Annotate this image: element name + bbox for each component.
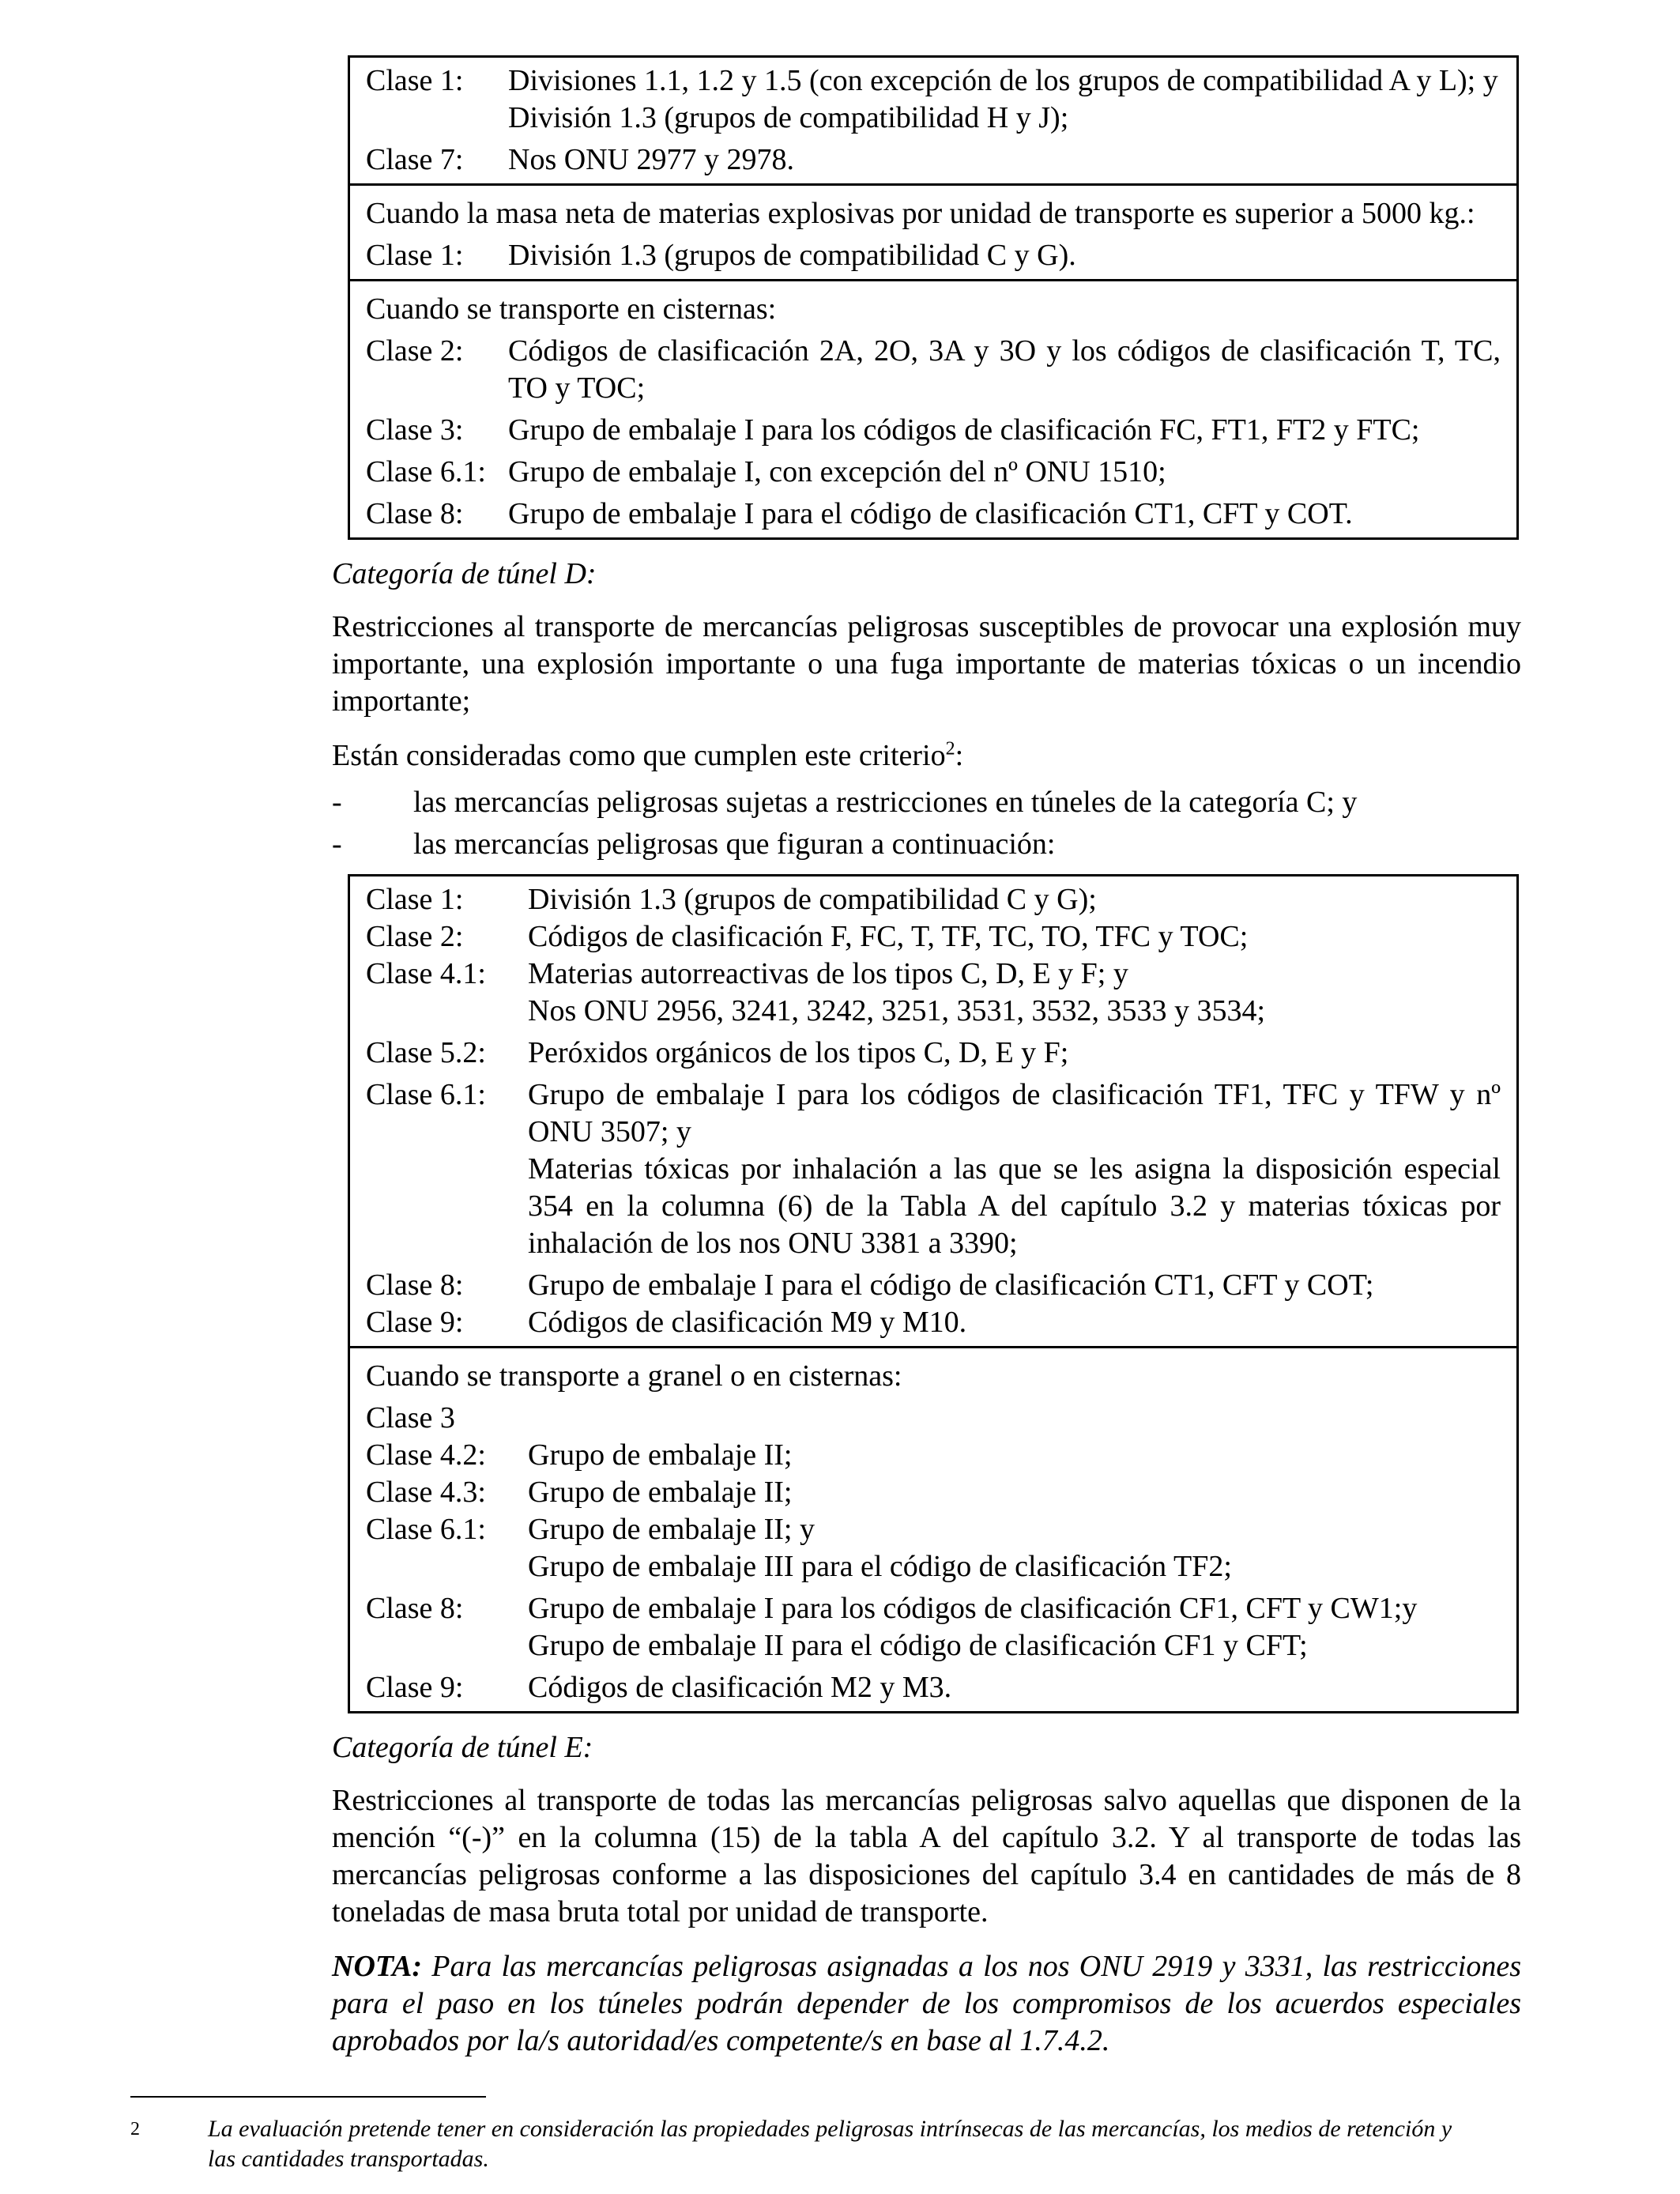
restrictions-table-category-d (348, 874, 1519, 1713)
class-label: Clase 4.2: (366, 1438, 486, 1472)
criterion-text: Están consideradas como que cumplen este criterio (332, 739, 946, 772)
class-text: Grupo de embalaje II para el código de clasificación CF1 y CFT; (528, 1629, 1308, 1662)
note-label: NOTA: (332, 1950, 422, 1983)
class-text: Grupo de embalaje II; (528, 1438, 793, 1472)
class-label: Clase 6.1: (366, 1513, 486, 1546)
table-section (350, 58, 1516, 183)
class-label (366, 100, 508, 137)
class-label: Clase 1: (366, 239, 464, 272)
table-row (366, 918, 1501, 956)
note-text: Para las mercancías peligrosas asignadas a los nos ONU 2919 y 3331, las restricciones para el paso en los túneles podrán depender de los compromisos de los acuerdos especiales aprobados por la/s autoridad/es competente/s en base al 1.7.4.2. (332, 1950, 1522, 2057)
class-label: Clase 4.1: (366, 957, 486, 990)
class-text: Códigos de clasificación F, FC, T, TF, TC, TO, TFC y TOC; (528, 920, 1249, 953)
footnote-number: 2 (130, 2119, 140, 2139)
class-label: Clase 4.3: (366, 1476, 486, 1509)
class-label: Clase 8: (366, 1269, 464, 1302)
table-row (366, 1474, 1501, 1511)
table-row (366, 881, 1501, 918)
class-label: Clase 9: (366, 1671, 464, 1704)
class-text: Divisiones 1.1, 1.2 y 1.5 (con excepción de los grupos de compatibilidad A y L); y (508, 64, 1498, 97)
footnote (130, 2114, 1474, 2174)
category-d-description: Restricciones al transporte de mercancías peligrosas susceptibles de provocar una explosión muy importante, una explosión importante o una fuga importante de materias tóxicas o un incendio importante; (332, 610, 1521, 718)
class-text: Grupo de embalaje III para el código de clasificación TF2; (528, 1550, 1232, 1583)
restrictions-table-category-c (348, 55, 1519, 540)
class-label: Clase 3: (366, 413, 464, 447)
page-content (332, 55, 1521, 2090)
table-section (350, 279, 1516, 537)
table-row (366, 1267, 1501, 1304)
footnote-separator (130, 2096, 486, 2098)
class-label: Clase 9: (366, 1306, 464, 1339)
class-label: Clase 8: (366, 497, 464, 530)
class-text: Grupo de embalaje I, con excepción del nº ONU 1510; (508, 455, 1166, 488)
class-text: Grupo de embalaje II; (528, 1476, 793, 1509)
dash-marker: - (332, 786, 342, 819)
class-label: Clase 2: (366, 920, 464, 953)
list-item (332, 826, 1521, 863)
class-label: Clase 6.1: (366, 455, 486, 488)
class-label: Clase 1: (366, 64, 464, 97)
footnote-ref[interactable]: 2 (945, 738, 955, 760)
table-row (366, 454, 1501, 491)
table-row (366, 237, 1501, 274)
table-row (366, 956, 1501, 1030)
class-text: Códigos de clasificación M2 y M3. (528, 1671, 952, 1704)
class-text: División 1.3 (grupos de compatibilidad C y G); (528, 883, 1097, 916)
class-text: Grupo de embalaje I para los códigos de clasificación CF1, CFT y CW1;y (528, 1592, 1418, 1625)
category-e-heading: Categoría de túnel E: (332, 1731, 593, 1764)
category-d-heading: Categoría de túnel D: (332, 557, 597, 590)
table-row (366, 496, 1501, 533)
class-label: Clase 1: (366, 883, 464, 916)
class-text-empty (528, 1400, 1501, 1437)
table-row (366, 412, 1501, 449)
class-text: Nos ONU 2956, 3241, 3242, 3251, 3531, 3532, 3533 y 3534; (528, 994, 1266, 1027)
class-label: Clase 8: (366, 1592, 464, 1625)
class-label: Clase 7: (366, 143, 464, 176)
class-text: Grupo de embalaje II; y (528, 1513, 815, 1546)
class-text-block (528, 1511, 1501, 1585)
category-e-description: Restricciones al transporte de todas las mercancías peligrosas salvo aquellas que disponen de la mención “(-)” en la columna (15) de la tabla A del capítulo 3.2. Y al transporte de todas las mercancías peligrosas conforme a las disposiciones del capítulo 3.4 en cantidades de más de 8 toneladas de masa bruta total por unidad de transporte. (332, 1784, 1521, 1928)
class-text: Materias autorreactivas de los tipos C, D, E y F; y (528, 957, 1128, 990)
class-label: Clase 6.1: (366, 1078, 486, 1111)
list-item-text: las mercancías peligrosas sujetas a restricciones en túneles de la categoría C; y (413, 786, 1358, 819)
table-row (366, 1590, 1501, 1664)
table-row (366, 1076, 1501, 1262)
table-section (350, 183, 1516, 279)
class-text: Nos ONU 2977 y 2978. (508, 143, 795, 176)
class-text-block (528, 1590, 1501, 1664)
list-item-text: las mercancías peligrosas que figuran a continuación: (413, 827, 1056, 861)
class-text: División 1.3 (grupos de compatibilidad H y J); (508, 101, 1069, 134)
table-row (366, 62, 1501, 100)
table-row (366, 141, 1501, 179)
class-text: División 1.3 (grupos de compatibilidad C y G). (508, 239, 1076, 272)
table-row (366, 1669, 1501, 1706)
class-text-block (528, 956, 1501, 1030)
criterion-colon: : (955, 739, 964, 772)
table-row (366, 1035, 1501, 1072)
table-row (366, 1511, 1501, 1585)
class-label: Clase 2: (366, 334, 464, 368)
class-text: Peróxidos orgánicos de los tipos C, D, E y F; (528, 1036, 1069, 1069)
section-intro: Cuando la masa neta de materias explosivas por unidad de transporte es superior a 5000 kg.: (366, 197, 1475, 230)
section-intro: Cuando se transporte a granel o en cisternas: (366, 1359, 902, 1393)
table-row (366, 333, 1501, 407)
class-text-block (528, 1076, 1501, 1262)
class-text: Códigos de clasificación M9 y M10. (528, 1306, 967, 1339)
table-row (366, 1437, 1501, 1474)
criterion-intro (332, 737, 1521, 775)
section-intro: Cuando se transporte en cisternas: (366, 292, 777, 326)
class-text: Grupo de embalaje I para los códigos de clasificación FC, FT1, FT2 y FTC; (508, 413, 1420, 447)
class-text: Materias tóxicas por inhalación a las que se les asigna la disposición especial 354 en la columna (6) de la Tabla A del capítulo 3.2 y materias tóxicas por inhalación de los nos ONU 3381 a 3390; (528, 1152, 1501, 1260)
class-text: Códigos de clasificación 2A, 2O, 3A y 3O y los códigos de clasificación T, TC, TO y TOC; (508, 334, 1501, 405)
list-item (332, 784, 1521, 821)
note (332, 1948, 1521, 2060)
footnote-text: La evaluación pretende tener en consideración las propiedades peligrosas intrínsecas de las mercancías, los medios de retención y las cantidades transportadas. (208, 2116, 1452, 2172)
class-text: Grupo de embalaje I para los códigos de clasificación TF1, TFC y TFW y nº ONU 3507; y (528, 1078, 1501, 1148)
table-row (366, 100, 1501, 137)
class-text: Grupo de embalaje I para el código de clasificación CT1, CFT y COT. (508, 497, 1353, 530)
class-text: Grupo de embalaje I para el código de clasificación CT1, CFT y COT; (528, 1269, 1374, 1302)
class-label: Clase 5.2: (366, 1036, 486, 1069)
table-section (350, 876, 1516, 1346)
table-section (350, 1346, 1516, 1711)
table-row (366, 1304, 1501, 1341)
dash-marker: - (332, 827, 342, 861)
table-row (366, 1400, 1501, 1437)
class-label: Clase 3 (366, 1401, 455, 1434)
